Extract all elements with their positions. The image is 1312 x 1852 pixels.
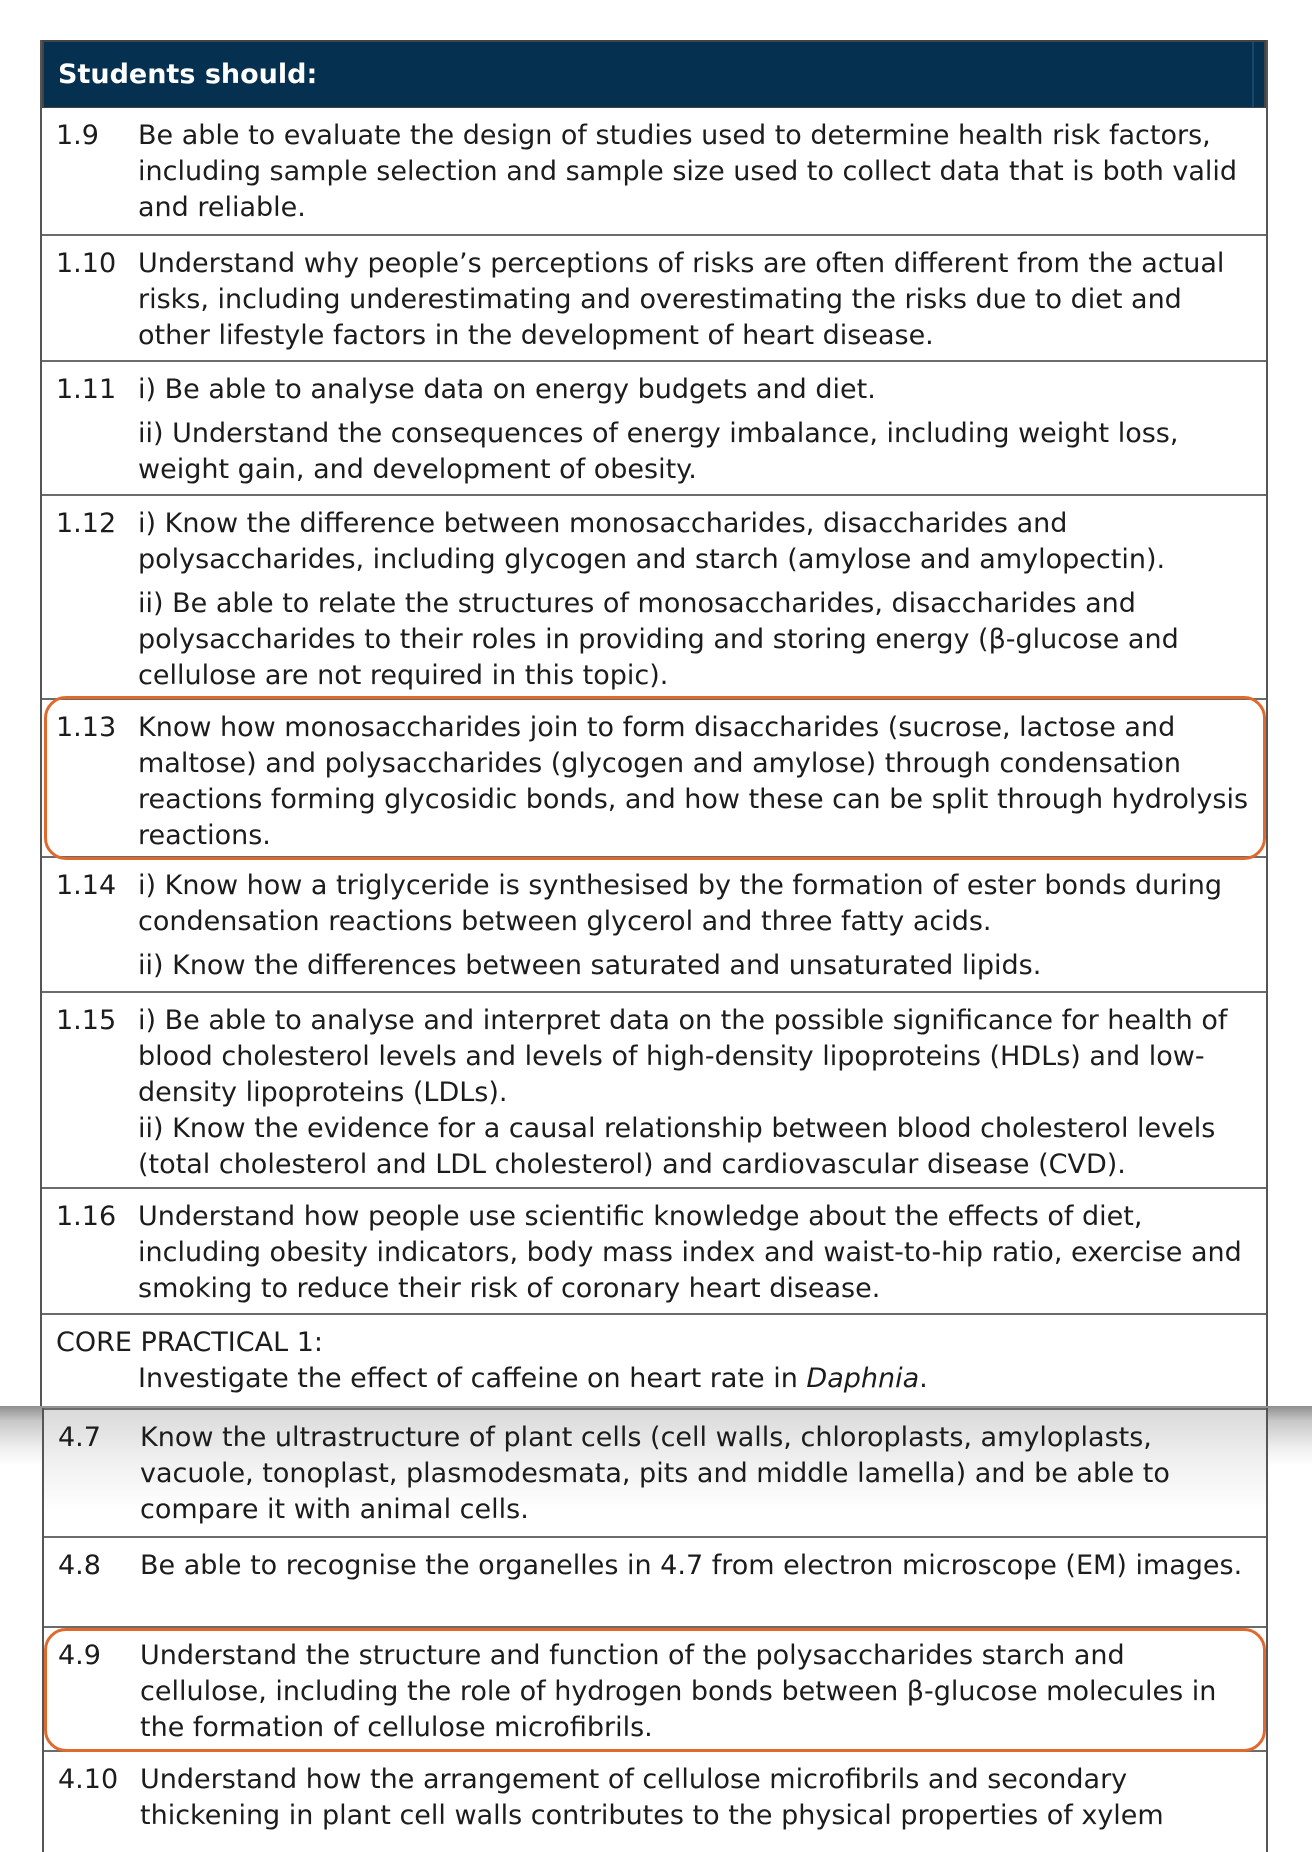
spec-row-4-10 [44, 1752, 1266, 1852]
spec-number: 1.13 [56, 712, 117, 743]
spec-text: Understand why people’s perceptions of risks are often different from the actual risks, including underestimating and overestimating the risks due to diet and other lifestyle factors in the development of heart disease. [138, 248, 1225, 351]
spec-row-1-11 [42, 362, 1266, 496]
spec-text-part-i: i) Be able to analyse data on energy budgets and diet. [138, 374, 876, 405]
spec-number: 4.9 [58, 1640, 101, 1671]
spec-row-1-12 [42, 496, 1266, 700]
spec-number: 4.10 [58, 1764, 119, 1795]
spec-row-1-13 [42, 700, 1266, 858]
organism-name: Daphnia [806, 1363, 920, 1394]
spec-table-topic-4 [42, 1408, 1268, 1852]
spec-number: 4.7 [58, 1422, 101, 1453]
spec-text-part-i: i) Know how a triglyceride is synthesised by the formation of ester bonds during condensation reactions between glycerol and three fatty acids. [138, 870, 1223, 937]
spec-text: Be able to recognise the organelles in 4.7 from electron microscope (EM) images. [140, 1550, 1243, 1581]
spec-text: Know how monosaccharides join to form disaccharides (sucrose, lactose and maltose) and polysaccharides (glycogen and amylose) through condensation reactions forming glycosidic bonds, and how these can be split through hydrolysis reactions. [138, 712, 1249, 851]
spec-row-4-8 [44, 1538, 1266, 1628]
spec-row-1-16 [42, 1189, 1266, 1315]
spec-text: Understand the structure and function of the polysaccharides starch and cellulose, including the role of hydrogen bonds between β-glucose molecules in the formation of cellulose microfibrils. [140, 1640, 1217, 1743]
spec-row-4-9 [44, 1628, 1266, 1752]
spec-row-1-9 [42, 108, 1266, 236]
spec-text-part-ii: ii) Understand the consequences of energy imbalance, including weight loss, weight gain, and development of obesity. [138, 418, 1179, 485]
spec-text: Understand how people use scientific knowledge about the effects of diet, including obesity indicators, body mass index and waist-to-hip ratio, exercise and smoking to reduce their risk of coronary heart disease. [138, 1201, 1242, 1304]
spec-row-4-7 [44, 1408, 1266, 1538]
spec-number: 1.12 [56, 508, 117, 539]
spec-text-part-i: i) Know the difference between monosaccharides, disaccharides and polysaccharides, including glycogen and starch (amylose and amylopectin). [138, 508, 1166, 575]
spec-number: 1.15 [56, 1005, 117, 1036]
spec-number: 1.10 [56, 248, 117, 279]
spec-text-part-ii: ii) Know the evidence for a causal relationship between blood cholesterol levels (total cholesterol and LDL cholesterol) and cardiovascular disease (CVD). [138, 1113, 1216, 1180]
spec-number: 1.11 [56, 374, 117, 405]
spec-text: Understand how the arrangement of cellulose microfibrils and secondary thickening in plant cell walls contributes to the physical properties of xylem [140, 1764, 1164, 1831]
header-title: Students should: [58, 59, 318, 90]
spec-text: Be able to evaluate the design of studies used to determine health risk factors, including sample selection and sample size used to collect data that is both valid and reliable. [138, 120, 1238, 223]
core-practical-label: CORE PRACTICAL 1: [56, 1327, 323, 1358]
spec-row-1-15 [42, 993, 1266, 1189]
table-header [42, 40, 1266, 108]
spec-table-topic-1 [40, 40, 1268, 1407]
spec-text-part-i: i) Be able to analyse and interpret data on the possible significance for health of blood cholesterol levels and levels of high-density lipoproteins (HDLs) and low-density lipoproteins (LDLs). [138, 1005, 1228, 1108]
spec-text-part-ii: ii) Be able to relate the structures of monosaccharides, disaccharides and polysaccharides to their roles in providing and storing energy (β-glucose and cellulose are not required in this topic). [138, 588, 1179, 691]
core-practical-row [42, 1315, 1266, 1407]
core-practical-text: Investigate the effect of caffeine on heart rate in Daphnia. [138, 1363, 928, 1394]
spec-number: 1.9 [56, 120, 99, 151]
spec-number: 4.8 [58, 1550, 101, 1581]
spec-number: 1.16 [56, 1201, 117, 1232]
spec-text-part-ii: ii) Know the differences between saturated and unsaturated lipids. [138, 950, 1042, 981]
spec-row-1-10 [42, 236, 1266, 362]
spec-row-1-14 [42, 858, 1266, 993]
spec-number: 1.14 [56, 870, 117, 901]
spec-text: Know the ultrastructure of plant cells (cell walls, chloroplasts, amyloplasts, vacuole, tonoplast, plasmodesmata, pits and middle lamella) and be able to compare it with animal cells. [140, 1422, 1170, 1525]
